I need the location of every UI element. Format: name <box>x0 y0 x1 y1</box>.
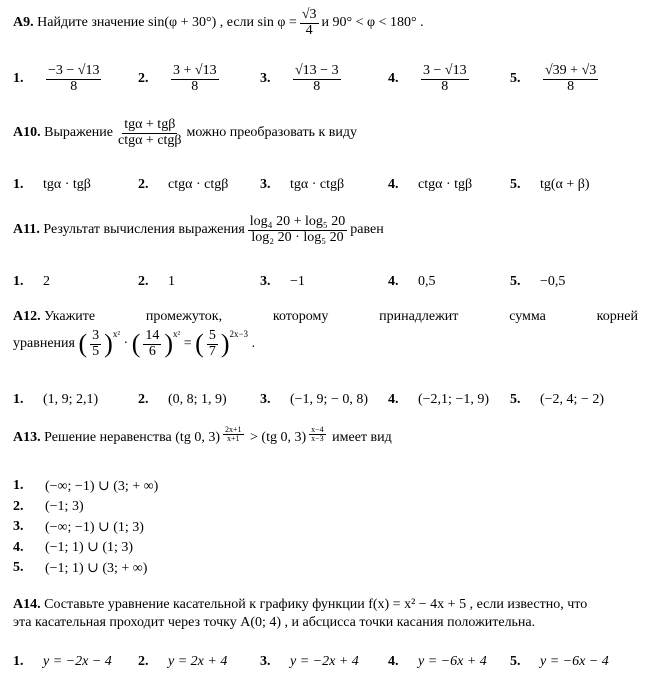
question-a11-header <box>13 215 638 245</box>
question-a12 <box>13 309 638 407</box>
answer-options <box>13 267 638 297</box>
answer-option-5[interactable]: 5. (−2, 4; − 2) <box>510 392 605 407</box>
answer-option-1[interactable]: 1. y = −2x − 4 <box>13 654 112 669</box>
answer-option-2[interactable]: 2. 1 <box>138 274 175 289</box>
answer-option-3[interactable]: 3. (−1, 9; − 0, 8) <box>260 392 369 407</box>
question-text: Найдите значение sin(φ + 30°) , если sin φ = <box>37 15 297 31</box>
question-number: A14. <box>13 597 41 612</box>
answer-option-1[interactable]: 1. tgα · tgβ <box>13 177 91 192</box>
answer-option-1[interactable]: 1. 2 <box>13 274 50 289</box>
answer-option-5[interactable]: 5. tg(α + β) <box>510 177 590 192</box>
question-a9 <box>13 7 638 94</box>
answer-option-5[interactable]: 5. (−1; 1) ∪ (3; + ∞) <box>13 560 148 576</box>
answer-option-4[interactable]: 4. y = −6x + 4 <box>388 654 487 669</box>
question-text-suffix: можно преобразовать к виду <box>186 125 358 141</box>
answer-options <box>13 476 158 579</box>
answer-option-3[interactable]: 3. −1 <box>260 274 305 289</box>
answer-options <box>13 64 638 94</box>
answer-option-4[interactable]: 4. (−2,1; −1, 9) <box>388 392 490 407</box>
question-a11 <box>13 214 638 289</box>
question-a13-header: A13. Решение неравенства (tg 0, 3) $\frac{2x+1}{x+1}$ > (tg 0, 3) $\frac{x-4}{x-3}$ имеет вид <box>13 425 392 445</box>
question-a14-line1: A14. Составьте уравнение касательной к графику функции f(x) = x² − 4x + 5 , если известно, что <box>13 597 588 612</box>
question-text: Выражение <box>44 125 113 141</box>
answer-option-3[interactable]: 3. tgα · ctgβ <box>260 177 345 192</box>
answer-option-4[interactable]: 4. 0,5 <box>388 274 436 289</box>
answer-option-1[interactable]: 1. (−∞; −1) ∪ (3; + ∞) <box>13 478 159 494</box>
answer-option-3[interactable]: 3. $\frac{√13 - 3}{8}$ <box>260 62 339 94</box>
question-a10 <box>13 117 638 192</box>
answer-option-2[interactable]: 2. y = 2x + 4 <box>138 654 228 669</box>
question-number: A13. <box>13 430 41 445</box>
question-text: Результат вычисления выражения <box>43 222 245 238</box>
expression-fraction: $\frac{\text{log₄ 20 + log₅ 20}}{\text{log₂ 20 · log₅ 20}}$ <box>249 214 346 245</box>
question-text-suffix: имеет вид <box>332 430 392 445</box>
answer-option-2[interactable]: 2. (0, 8; 1, 9) <box>138 392 227 407</box>
answer-option-5[interactable]: 5. −0,5 <box>510 274 566 289</box>
answer-option-5[interactable]: 5. y = −6x − 4 <box>510 654 609 669</box>
answer-option-4[interactable]: 4. ctgα · tgβ <box>388 177 473 192</box>
answer-option-3[interactable]: 3. (−∞; −1) ∪ (1; 3) <box>13 519 144 535</box>
question-a14-line2: эта касательная проходит через точку A(0; 4) , и абсцисса точки касания положительна. <box>13 615 536 630</box>
answer-option-5[interactable]: 5. $\frac{√39 + √3}{8}$ <box>510 62 597 94</box>
question-a12-line1: A12. Укажите промежуток, которому принадлежит сумма корней <box>13 309 638 324</box>
answer-option-2[interactable]: 2. (−1; 3) <box>13 498 84 514</box>
question-a10-header <box>13 118 638 148</box>
answer-option-3[interactable]: 3. y = −2x + 4 <box>260 654 359 669</box>
question-number: A11. <box>13 222 40 238</box>
question-a14 <box>13 597 638 669</box>
answer-options <box>13 170 638 200</box>
answer-option-4[interactable]: 4. (−1; 1) ∪ (1; 3) <box>13 539 134 556</box>
question-number: A12. <box>13 309 41 324</box>
question-a13 <box>13 425 638 576</box>
question-number: A9. <box>13 15 34 31</box>
answer-option-4[interactable]: 4. $\frac{3 - √13}{8}$ <box>388 62 467 94</box>
question-text: Решение неравенства <box>44 430 172 445</box>
given-fraction: $\frac{√3}{4}$ <box>301 7 317 38</box>
answer-option-1[interactable]: 1. $\frac{-3 - √13}{8}$ <box>13 62 100 94</box>
question-text-suffix: равен <box>350 222 384 238</box>
expression-fraction: $\frac{\text{tgα + tgβ}}{\text{ctgα + ctgβ}}$ <box>117 117 182 148</box>
answer-option-1[interactable]: 1. (1, 9; 2,1) <box>13 392 99 407</box>
answer-options <box>13 647 638 677</box>
answer-option-2[interactable]: 2. $\frac{3 + √13}{8}$ <box>138 62 217 94</box>
answer-options <box>13 385 638 415</box>
question-text-suffix: и 90° < φ < 180° . <box>321 15 424 31</box>
question-number: A10. <box>13 125 41 141</box>
question-a12-equation: уравнения ( $\frac{3}{5}$ ) x² · ( $\frac{14}{6}$ ) x² = ( $\frac{5}{7}$ ) 2x−3 . <box>13 328 256 359</box>
answer-option-2[interactable]: 2. ctgα · ctgβ <box>138 177 229 192</box>
question-a9-header <box>13 8 638 38</box>
